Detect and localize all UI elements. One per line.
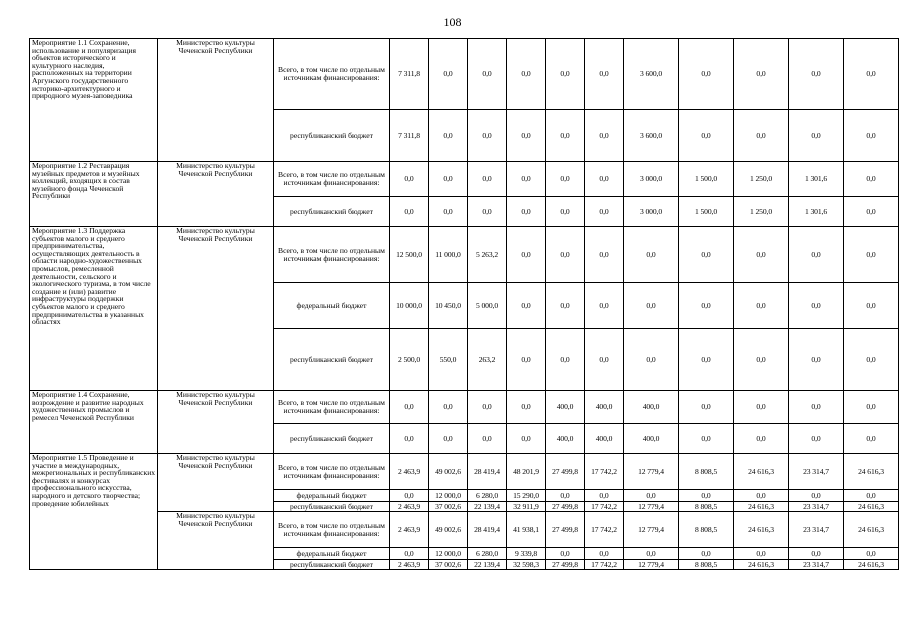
amount-cell: 23 314,7 <box>789 560 844 570</box>
amount-cell: 0,0 <box>734 227 789 283</box>
table-row <box>30 454 899 490</box>
amount-cell: 11 000,0 <box>429 227 468 283</box>
amount-cell: 0,0 <box>507 162 546 197</box>
amount-cell: 17 742,2 <box>585 560 624 570</box>
amount-cell: 0,0 <box>585 162 624 197</box>
table-row <box>30 391 899 424</box>
amount-cell: 400,0 <box>624 424 679 454</box>
amount-cell: 0,0 <box>585 110 624 162</box>
amount-cell: 32 911,9 <box>507 502 546 512</box>
amount-cell: 550,0 <box>429 329 468 391</box>
amount-cell: 0,0 <box>468 39 507 110</box>
funding-source-cell: Всего, в том числе по отдельным источникам финансирования: <box>274 39 390 110</box>
amount-cell: 0,0 <box>734 424 789 454</box>
amount-cell: 0,0 <box>844 424 899 454</box>
amount-cell: 0,0 <box>679 490 734 502</box>
measure-name-cell: Мероприятие 1.1 Сохранение, использование и популяризация объектов исторического и культурного наследия, расположенных на территории Аргунского государственного историко-архитектурного и природного музея-заповедника <box>30 39 158 162</box>
amount-cell: 0,0 <box>789 329 844 391</box>
amount-cell: 0,0 <box>679 391 734 424</box>
amount-cell: 2 463,9 <box>390 512 429 548</box>
amount-cell: 0,0 <box>585 197 624 227</box>
amount-cell: 12 779,4 <box>624 502 679 512</box>
amount-cell: 0,0 <box>507 329 546 391</box>
amount-cell: 23 314,7 <box>789 502 844 512</box>
amount-cell: 27 499,8 <box>546 502 585 512</box>
amount-cell: 2 463,9 <box>390 502 429 512</box>
amount-cell: 0,0 <box>546 283 585 329</box>
funding-source-cell: республиканский бюджет <box>274 329 390 391</box>
amount-cell: 0,0 <box>585 283 624 329</box>
amount-cell: 0,0 <box>734 329 789 391</box>
amount-cell: 0,0 <box>789 391 844 424</box>
funding-source-cell: Всего, в том числе по отдельным источникам финансирования: <box>274 391 390 424</box>
amount-cell: 400,0 <box>546 391 585 424</box>
amount-cell: 3 000,0 <box>624 197 679 227</box>
amount-cell: 22 139,4 <box>468 502 507 512</box>
amount-cell: 0,0 <box>734 490 789 502</box>
amount-cell: 28 419,4 <box>468 512 507 548</box>
amount-cell: 0,0 <box>844 391 899 424</box>
amount-cell: 0,0 <box>844 162 899 197</box>
amount-cell: 0,0 <box>468 391 507 424</box>
amount-cell: 0,0 <box>429 391 468 424</box>
amount-cell: 8 808,5 <box>679 560 734 570</box>
amount-cell: 0,0 <box>546 490 585 502</box>
amount-cell: 0,0 <box>507 283 546 329</box>
funding-source-cell: республиканский бюджет <box>274 502 390 512</box>
amount-cell: 0,0 <box>585 227 624 283</box>
funding-source-cell: Всего, в том числе по отдельным источникам финансирования: <box>274 454 390 490</box>
amount-cell: 0,0 <box>546 162 585 197</box>
amount-cell: 1 500,0 <box>679 162 734 197</box>
amount-cell: 0,0 <box>844 39 899 110</box>
funding-source-cell: Всего, в том числе по отдельным источникам финансирования: <box>274 162 390 197</box>
funding-source-cell: республиканский бюджет <box>274 424 390 454</box>
amount-cell: 0,0 <box>679 227 734 283</box>
measure-name-cell: Мероприятие 1.3 Поддержка субъектов малого и среднего предпринимательства, осуществляющих деятельность в области народно-художественных промыслов, ремесленной деятельности, сельского и экологического туризма, в том числе создание и (или) развитие инфраструктуры поддержки субъектов малого и среднего предпринимательства в указанных областях <box>30 227 158 391</box>
amount-cell: 24 616,3 <box>844 512 899 548</box>
amount-cell: 0,0 <box>624 490 679 502</box>
amount-cell: 37 002,6 <box>429 560 468 570</box>
amount-cell: 0,0 <box>429 162 468 197</box>
responsible-cell: Министерство культуры Чеченской Республики <box>158 512 274 570</box>
amount-cell: 400,0 <box>546 424 585 454</box>
amount-cell: 0,0 <box>468 110 507 162</box>
amount-cell: 400,0 <box>624 391 679 424</box>
amount-cell: 0,0 <box>585 490 624 502</box>
amount-cell: 0,0 <box>844 227 899 283</box>
measure-name-cell: Мероприятие 1.4 Сохранение, возрождение и развитие народных художественных промыслов и ремесел Чеченской Республики <box>30 391 158 454</box>
amount-cell: 23 314,7 <box>789 454 844 490</box>
amount-cell: 0,0 <box>507 197 546 227</box>
amount-cell: 8 808,5 <box>679 512 734 548</box>
amount-cell: 0,0 <box>468 197 507 227</box>
measure-name-cell: Мероприятие 1.5 Проведение и участие в международных, межрегиональных и республиканских фестивалях и конкурсах профессионального искусства, народного и детского творчества; проведение юбилейных <box>30 454 158 570</box>
amount-cell: 24 616,3 <box>844 454 899 490</box>
amount-cell: 12 500,0 <box>390 227 429 283</box>
amount-cell: 0,0 <box>390 197 429 227</box>
amount-cell: 400,0 <box>585 424 624 454</box>
funding-source-cell: федеральный бюджет <box>274 283 390 329</box>
amount-cell: 7 311,8 <box>390 110 429 162</box>
measure-name-cell: Мероприятие 1.2 Реставрация музейных предметов и музейных коллекций, входящих в состав музейного фонда Чеченской Республики <box>30 162 158 227</box>
amount-cell: 17 742,2 <box>585 512 624 548</box>
amount-cell: 0,0 <box>844 283 899 329</box>
funding-source-cell: республиканский бюджет <box>274 110 390 162</box>
amount-cell: 27 499,8 <box>546 560 585 570</box>
amount-cell: 49 002,6 <box>429 512 468 548</box>
amount-cell: 0,0 <box>734 283 789 329</box>
amount-cell: 49 002,6 <box>429 454 468 490</box>
amount-cell: 0,0 <box>546 548 585 560</box>
amount-cell: 0,0 <box>679 329 734 391</box>
amount-cell: 24 616,3 <box>844 560 899 570</box>
amount-cell: 0,0 <box>390 391 429 424</box>
amount-cell: 27 499,8 <box>546 512 585 548</box>
amount-cell: 0,0 <box>789 548 844 560</box>
amount-cell: 0,0 <box>734 391 789 424</box>
amount-cell: 0,0 <box>390 548 429 560</box>
funding-source-cell: Всего, в том числе по отдельным источникам финансирования: <box>274 512 390 548</box>
amount-cell: 10 000,0 <box>390 283 429 329</box>
table-row <box>30 39 899 110</box>
amount-cell: 0,0 <box>679 39 734 110</box>
amount-cell: 12 000,0 <box>429 548 468 560</box>
table-body <box>30 39 899 570</box>
amount-cell: 9 339,8 <box>507 548 546 560</box>
amount-cell: 2 463,9 <box>390 560 429 570</box>
amount-cell: 0,0 <box>789 283 844 329</box>
funding-source-cell: республиканский бюджет <box>274 197 390 227</box>
table-row <box>30 512 899 548</box>
amount-cell: 0,0 <box>624 283 679 329</box>
amount-cell: 0,0 <box>468 162 507 197</box>
amount-cell: 0,0 <box>844 548 899 560</box>
financing-table <box>29 38 899 570</box>
responsible-cell: Министерство культуры Чеченской Республики <box>158 454 274 512</box>
amount-cell: 0,0 <box>789 227 844 283</box>
amount-cell: 22 139,4 <box>468 560 507 570</box>
amount-cell: 0,0 <box>734 39 789 110</box>
amount-cell: 37 002,6 <box>429 502 468 512</box>
amount-cell: 0,0 <box>546 227 585 283</box>
amount-cell: 1 500,0 <box>679 197 734 227</box>
funding-source-cell: федеральный бюджет <box>274 548 390 560</box>
amount-cell: 24 616,3 <box>734 502 789 512</box>
amount-cell: 0,0 <box>429 110 468 162</box>
amount-cell: 6 280,0 <box>468 490 507 502</box>
amount-cell: 0,0 <box>507 39 546 110</box>
amount-cell: 41 938,1 <box>507 512 546 548</box>
amount-cell: 12 779,4 <box>624 512 679 548</box>
amount-cell: 27 499,8 <box>546 454 585 490</box>
amount-cell: 12 779,4 <box>624 560 679 570</box>
funding-source-cell: республиканский бюджет <box>274 560 390 570</box>
amount-cell: 17 742,2 <box>585 502 624 512</box>
amount-cell: 0,0 <box>507 110 546 162</box>
amount-cell: 0,0 <box>585 39 624 110</box>
amount-cell: 0,0 <box>546 110 585 162</box>
amount-cell: 24 616,3 <box>734 454 789 490</box>
amount-cell: 3 600,0 <box>624 110 679 162</box>
funding-source-cell: Всего, в том числе по отдельным источникам финансирования: <box>274 227 390 283</box>
table-row <box>30 227 899 283</box>
amount-cell: 3 000,0 <box>624 162 679 197</box>
responsible-cell: Министерство культуры Чеченской Республики <box>158 162 274 227</box>
amount-cell: 0,0 <box>390 162 429 197</box>
amount-cell: 0,0 <box>507 391 546 424</box>
amount-cell: 0,0 <box>546 329 585 391</box>
amount-cell: 0,0 <box>585 329 624 391</box>
amount-cell: 12 779,4 <box>624 454 679 490</box>
table-row <box>30 162 899 197</box>
amount-cell: 48 201,9 <box>507 454 546 490</box>
amount-cell: 0,0 <box>624 548 679 560</box>
amount-cell: 0,0 <box>844 490 899 502</box>
amount-cell: 0,0 <box>390 490 429 502</box>
amount-cell: 24 616,3 <box>734 560 789 570</box>
amount-cell: 24 616,3 <box>844 502 899 512</box>
amount-cell: 12 000,0 <box>429 490 468 502</box>
responsible-cell: Министерство культуры Чеченской Республики <box>158 227 274 391</box>
amount-cell: 3 600,0 <box>624 39 679 110</box>
amount-cell: 24 616,3 <box>734 512 789 548</box>
amount-cell: 5 000,0 <box>468 283 507 329</box>
amount-cell: 0,0 <box>429 424 468 454</box>
amount-cell: 0,0 <box>624 227 679 283</box>
amount-cell: 0,0 <box>679 283 734 329</box>
amount-cell: 17 742,2 <box>585 454 624 490</box>
amount-cell: 10 450,0 <box>429 283 468 329</box>
amount-cell: 1 301,6 <box>789 162 844 197</box>
amount-cell: 0,0 <box>585 548 624 560</box>
amount-cell: 0,0 <box>734 110 789 162</box>
amount-cell: 8 808,5 <box>679 502 734 512</box>
amount-cell: 400,0 <box>585 391 624 424</box>
amount-cell: 0,0 <box>468 424 507 454</box>
funding-source-cell: федеральный бюджет <box>274 490 390 502</box>
amount-cell: 0,0 <box>624 329 679 391</box>
amount-cell: 263,2 <box>468 329 507 391</box>
responsible-cell: Министерство культуры Чеченской Республики <box>158 39 274 162</box>
responsible-cell: Министерство культуры Чеченской Республики <box>158 391 274 454</box>
amount-cell: 8 808,5 <box>679 454 734 490</box>
amount-cell: 0,0 <box>546 39 585 110</box>
amount-cell: 1 250,0 <box>734 162 789 197</box>
amount-cell: 5 263,2 <box>468 227 507 283</box>
amount-cell: 0,0 <box>734 548 789 560</box>
amount-cell: 23 314,7 <box>789 512 844 548</box>
amount-cell: 0,0 <box>507 227 546 283</box>
amount-cell: 1 301,6 <box>789 197 844 227</box>
amount-cell: 28 419,4 <box>468 454 507 490</box>
amount-cell: 0,0 <box>789 490 844 502</box>
page-number: 108 <box>443 15 462 29</box>
amount-cell: 0,0 <box>429 39 468 110</box>
amount-cell: 0,0 <box>679 548 734 560</box>
amount-cell: 2 500,0 <box>390 329 429 391</box>
amount-cell: 7 311,8 <box>390 39 429 110</box>
amount-cell: 0,0 <box>507 424 546 454</box>
amount-cell: 0,0 <box>789 424 844 454</box>
amount-cell: 15 290,0 <box>507 490 546 502</box>
amount-cell: 2 463,9 <box>390 454 429 490</box>
amount-cell: 0,0 <box>679 110 734 162</box>
amount-cell: 0,0 <box>844 197 899 227</box>
amount-cell: 0,0 <box>844 110 899 162</box>
amount-cell: 6 280,0 <box>468 548 507 560</box>
amount-cell: 0,0 <box>429 197 468 227</box>
amount-cell: 0,0 <box>789 39 844 110</box>
amount-cell: 0,0 <box>546 197 585 227</box>
amount-cell: 0,0 <box>679 424 734 454</box>
amount-cell: 0,0 <box>789 110 844 162</box>
amount-cell: 0,0 <box>390 424 429 454</box>
amount-cell: 32 598,3 <box>507 560 546 570</box>
amount-cell: 1 250,0 <box>734 197 789 227</box>
amount-cell: 0,0 <box>844 329 899 391</box>
